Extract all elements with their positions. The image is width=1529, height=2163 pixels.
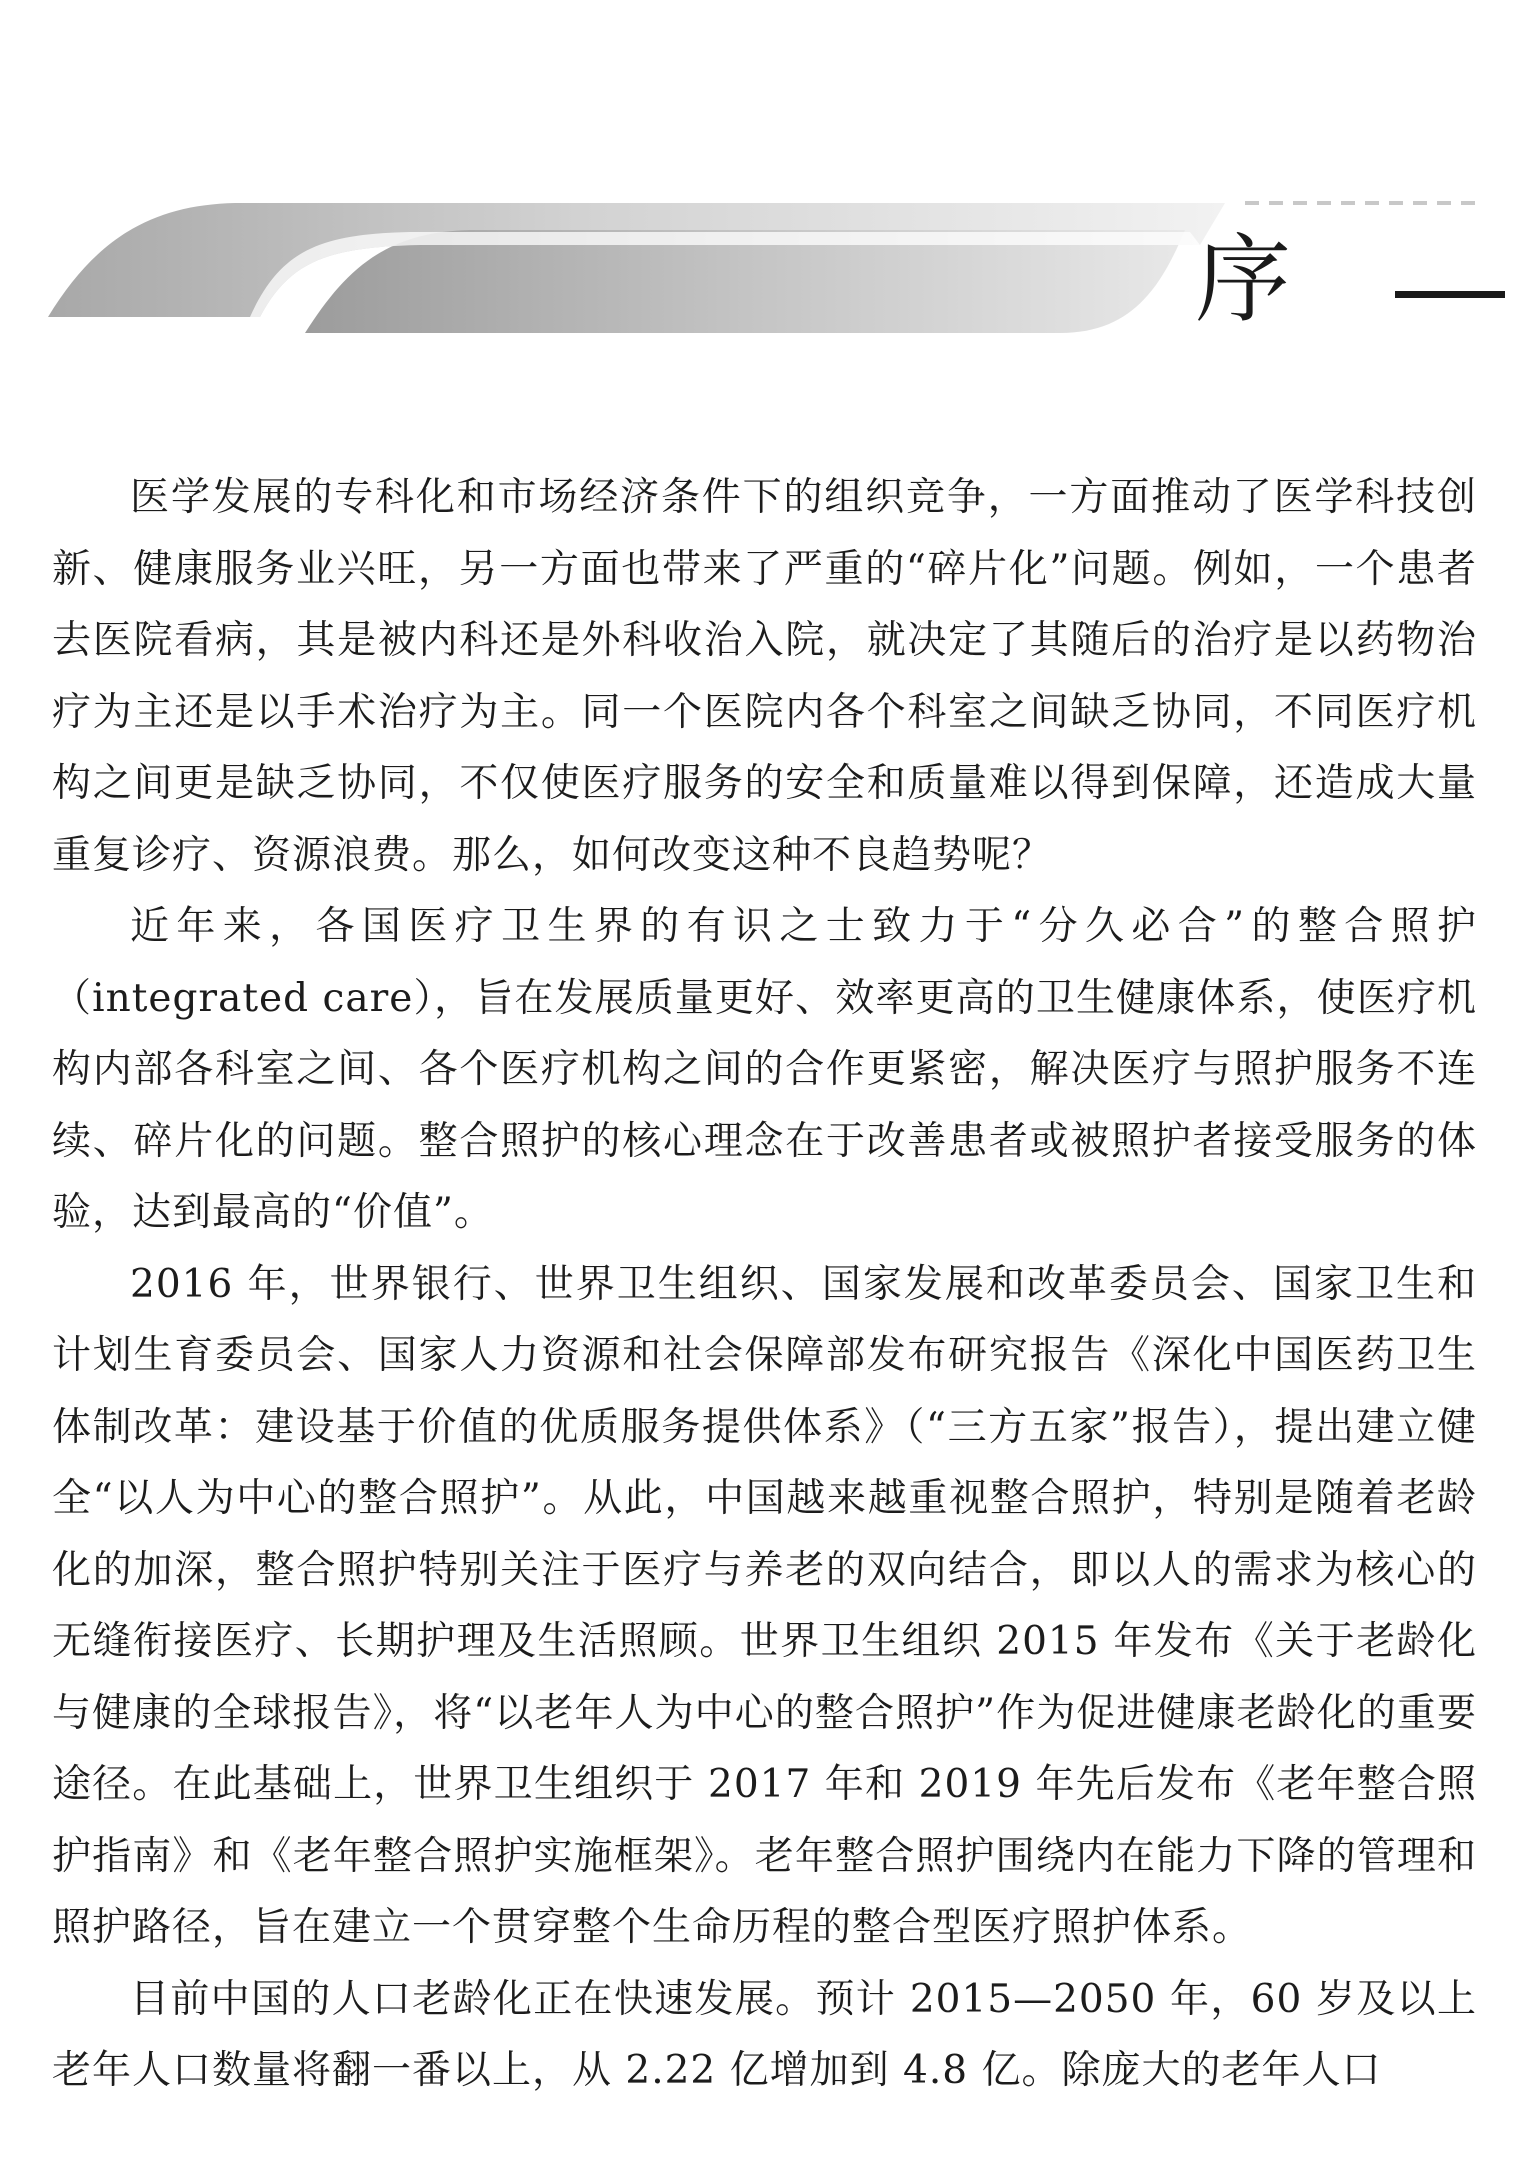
paragraph-3: 2016 年，世界银行、世界卫生组织、国家发展和改革委员会、国家卫生和计划生育委员会、国家人力资源和社会保障部发布研究报告《深化中国医药卫生体制改革：建设基于价值的优质服务提供体系》（“三方五家”报告），提出建立健全“以人为中心的整合照护”。从此，中国越来越重视整合照护，特别是随着老龄化的加深，整合照护特别关注于医疗与养老的双向结合，即以人的需求为核心的无缝衔接医疗、长期护理及生活照顾。世界卫生组织 2015 年发布《关于老龄化与健康的全球报告》，将“以老年人为中心的整合照护”作为促进健康老龄化的重要途径。在此基础上，世界卫生组织于 2017 年和 2019 年先后发布《老年整合照护指南》和《老年整合照护实施框架》。老年整合照护围绕内在能力下降的管理和照护路径，旨在建立一个贯穿整个生命历程的整合型医疗照护体系。 [52,1261,1477,1950]
banner-swoosh-lower [305,230,1185,333]
paragraph-1: 医学发展的专科化和市场经济条件下的组织竞争，一方面推动了医学科技创新、健康服务业兴旺，另一方面也带来了严重的“碎片化”问题。例如，一个患者去医院看病，其是被内科还是外科收治入院，就决定了其随后的治疗是以药物治疗为主还是以手术治疗为主。同一个医院内各个科室之间缺乏协同，不同医疗机构之间更是缺乏协同，不仅使医疗服务的安全和质量难以得到保障，还造成大量重复诊疗、资源浪费。那么，如何改变这种不良趋势呢？ [52,475,1477,878]
paragraph-2: 近年来，各国医疗卫生界的有识之士致力于“分久必合”的整合照护（integrated care），旨在发展质量更好、效率更高的卫生健康体系，使医疗机构内部各科室之间、各个医疗机构之间的合作更紧密，解决医疗与照护服务不连续、碎片化的问题。整合照护的核心理念在于改善患者或被照护者接受服务的体验，达到最高的“价值”。 [52,904,1477,1235]
body-text [52,462,1477,2107]
chapter-title: 序 [1195,224,1291,336]
header-banner-decoration [0,0,1529,400]
paragraph-4: 目前中国的人口老龄化正在快速发展。预计 2015—2050 年，60 岁及以上老年人口数量将翻一番以上，从 2.22 亿增加到 4.8 亿。除庞大的老年人口 [52,1976,1477,2093]
title-dash [1395,291,1505,298]
